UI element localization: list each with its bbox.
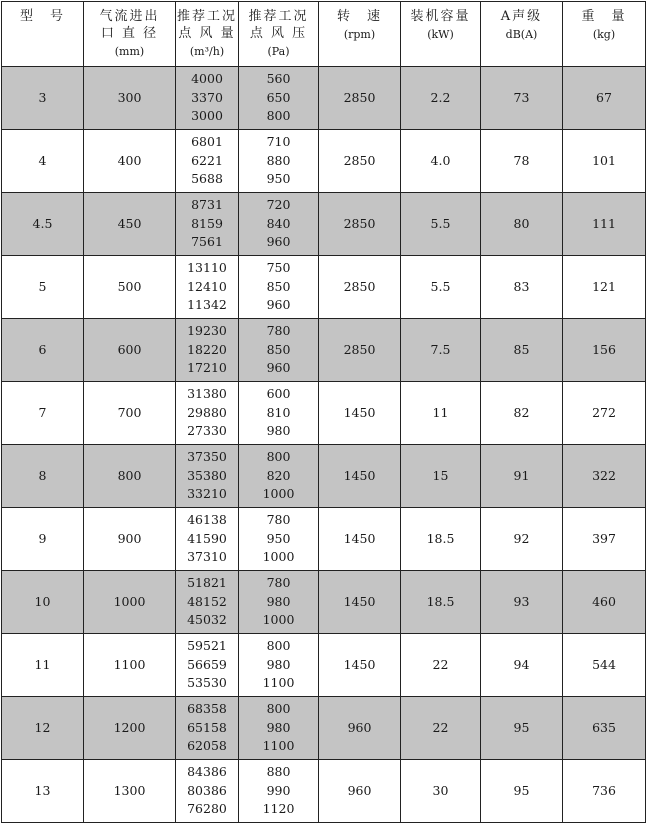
cell-noise: 95 (481, 697, 563, 760)
cell-pressure-value: 1000 (262, 486, 295, 502)
cell-flow (176, 445, 239, 508)
cell-flow-value: 46138 (187, 512, 227, 528)
cell-pressure (239, 382, 319, 445)
cell-pressure (239, 319, 319, 382)
cell-pressure-value: 980 (266, 423, 291, 439)
cell-flow-value: 41590 (187, 530, 227, 546)
cell-speed: 2850 (319, 256, 401, 319)
cell-pressure (239, 571, 319, 634)
cell-pressure-value: 850 (266, 341, 291, 357)
header-power (401, 2, 481, 67)
header-speed (319, 2, 401, 67)
header-noise-line1: A声级 (500, 9, 543, 24)
cell-pressure-value: 800 (266, 638, 291, 654)
cell-speed: 1450 (319, 382, 401, 445)
cell-flow-value: 12410 (187, 278, 227, 294)
header-speed-line1: 转 速 (336, 9, 382, 24)
cell-pressure-value: 1100 (262, 738, 295, 754)
cell-pressure-value: 840 (266, 215, 291, 231)
cell-flow (176, 634, 239, 697)
cell-flow-value: 4000 (191, 71, 223, 87)
cell-pressure-value: 750 (266, 260, 291, 276)
cell-pressure-value: 960 (266, 234, 291, 250)
cell-flow (176, 571, 239, 634)
cell-flow (176, 319, 239, 382)
cell-flow-value: 6221 (191, 152, 223, 168)
header-diameter-line2: 口 直 径 (100, 26, 159, 41)
cell-model: 4 (2, 130, 84, 193)
cell-diameter: 450 (84, 193, 176, 256)
cell-power: 30 (401, 760, 481, 823)
cell-flow-value: 19230 (187, 323, 227, 339)
cell-pressure (239, 445, 319, 508)
cell-speed: 960 (319, 697, 401, 760)
cell-pressure-value: 800 (266, 701, 291, 717)
cell-pressure-value: 800 (266, 449, 291, 465)
header-pressure (239, 2, 319, 67)
cell-speed: 1450 (319, 508, 401, 571)
cell-flow-value: 3000 (191, 108, 223, 124)
cell-flow-value: 33210 (187, 486, 227, 502)
cell-noise: 92 (481, 508, 563, 571)
cell-pressure-value: 880 (266, 152, 291, 168)
cell-flow-value: 48152 (187, 593, 227, 609)
cell-pressure-value: 650 (266, 89, 291, 105)
header-weight (563, 2, 646, 67)
cell-flow (176, 67, 239, 130)
cell-diameter: 300 (84, 67, 176, 130)
cell-pressure-value: 1000 (262, 549, 295, 565)
cell-weight: 736 (563, 760, 646, 823)
cell-pressure-value: 800 (266, 108, 291, 124)
cell-model: 3 (2, 67, 84, 130)
table-header (2, 2, 646, 67)
cell-flow-value: 8731 (191, 197, 223, 213)
cell-power: 4.0 (401, 130, 481, 193)
cell-power: 2.2 (401, 67, 481, 130)
cell-pressure-value: 560 (266, 71, 291, 87)
cell-diameter: 700 (84, 382, 176, 445)
cell-power: 15 (401, 445, 481, 508)
cell-weight: 322 (563, 445, 646, 508)
cell-pressure-value: 780 (266, 575, 291, 591)
cell-pressure-value: 960 (266, 297, 291, 313)
cell-flow-value: 80386 (187, 782, 227, 798)
cell-pressure (239, 256, 319, 319)
cell-pressure (239, 697, 319, 760)
cell-flow-value: 31380 (187, 386, 227, 402)
cell-pressure-value: 1120 (262, 801, 295, 817)
cell-diameter: 400 (84, 130, 176, 193)
cell-noise: 93 (481, 571, 563, 634)
cell-speed: 960 (319, 760, 401, 823)
cell-model: 9 (2, 508, 84, 571)
cell-speed: 2850 (319, 193, 401, 256)
cell-noise: 73 (481, 67, 563, 130)
table-row (2, 571, 646, 634)
table-row (2, 508, 646, 571)
cell-pressure (239, 508, 319, 571)
cell-flow-value: 62058 (187, 738, 227, 754)
cell-flow-value: 53530 (187, 675, 227, 691)
cell-flow-value: 65158 (187, 719, 227, 735)
cell-power: 7.5 (401, 319, 481, 382)
cell-noise: 78 (481, 130, 563, 193)
header-power-line1: 装机容量 (410, 9, 471, 24)
cell-flow-value: 35380 (187, 467, 227, 483)
cell-flow (176, 256, 239, 319)
cell-weight: 111 (563, 193, 646, 256)
table-row (2, 130, 646, 193)
cell-weight: 121 (563, 256, 646, 319)
cell-speed: 2850 (319, 130, 401, 193)
cell-weight: 544 (563, 634, 646, 697)
table-row (2, 193, 646, 256)
cell-speed: 1450 (319, 634, 401, 697)
cell-pressure (239, 193, 319, 256)
table-row (2, 445, 646, 508)
cell-noise: 83 (481, 256, 563, 319)
cell-flow (176, 193, 239, 256)
header-noise (481, 2, 563, 67)
cell-diameter: 600 (84, 319, 176, 382)
cell-power: 5.5 (401, 193, 481, 256)
cell-weight: 156 (563, 319, 646, 382)
cell-flow-value: 37350 (187, 449, 227, 465)
cell-pressure-value: 950 (266, 530, 291, 546)
cell-model: 5 (2, 256, 84, 319)
cell-pressure (239, 634, 319, 697)
header-power-unit: (kW) (427, 28, 454, 41)
cell-noise: 80 (481, 193, 563, 256)
header-noise-unit: dB(A) (505, 28, 538, 41)
cell-pressure-value: 980 (266, 656, 291, 672)
cell-model: 13 (2, 760, 84, 823)
cell-speed: 1450 (319, 445, 401, 508)
table-row (2, 382, 646, 445)
cell-weight: 397 (563, 508, 646, 571)
cell-noise: 85 (481, 319, 563, 382)
cell-pressure-value: 880 (266, 764, 291, 780)
cell-weight: 67 (563, 67, 646, 130)
header-diameter-line1: 气流进出 (99, 9, 160, 24)
cell-power: 18.5 (401, 571, 481, 634)
cell-speed: 2850 (319, 67, 401, 130)
cell-flow-value: 3370 (191, 89, 223, 105)
cell-pressure (239, 67, 319, 130)
table-row (2, 67, 646, 130)
cell-pressure-value: 850 (266, 278, 291, 294)
cell-flow-value: 6801 (191, 134, 223, 150)
cell-model: 8 (2, 445, 84, 508)
table-row (2, 256, 646, 319)
cell-diameter: 1300 (84, 760, 176, 823)
cell-flow-value: 68358 (187, 701, 227, 717)
header-pressure-line2: 点 风 压 (249, 26, 308, 41)
cell-pressure-value: 820 (266, 467, 291, 483)
cell-flow-value: 11342 (187, 297, 227, 313)
cell-pressure-value: 1100 (262, 675, 295, 691)
cell-flow-value: 29880 (187, 404, 227, 420)
cell-flow-value: 7561 (191, 234, 223, 250)
cell-flow-value: 13110 (187, 260, 227, 276)
cell-noise: 95 (481, 760, 563, 823)
cell-diameter: 500 (84, 256, 176, 319)
cell-flow-value: 84386 (187, 764, 227, 780)
cell-diameter: 1200 (84, 697, 176, 760)
cell-flow (176, 382, 239, 445)
header-weight-unit: (kg) (592, 28, 616, 41)
header-weight-line1: 重 量 (581, 9, 627, 24)
cell-flow-value: 17210 (187, 360, 227, 376)
cell-weight: 272 (563, 382, 646, 445)
cell-model: 12 (2, 697, 84, 760)
cell-model: 11 (2, 634, 84, 697)
cell-flow-value: 56659 (187, 656, 227, 672)
cell-pressure-value: 980 (266, 593, 291, 609)
cell-flow-value: 27330 (187, 423, 227, 439)
cell-pressure-value: 950 (266, 171, 291, 187)
cell-pressure-value: 600 (266, 386, 291, 402)
cell-weight: 460 (563, 571, 646, 634)
header-model (2, 2, 84, 67)
cell-pressure (239, 130, 319, 193)
cell-pressure-value: 780 (266, 512, 291, 528)
cell-pressure-value: 710 (266, 134, 291, 150)
cell-model: 7 (2, 382, 84, 445)
cell-pressure (239, 760, 319, 823)
cell-pressure-value: 990 (266, 782, 291, 798)
cell-speed: 2850 (319, 319, 401, 382)
header-model-line1: 型 号 (19, 9, 65, 24)
cell-noise: 82 (481, 382, 563, 445)
cell-pressure-value: 780 (266, 323, 291, 339)
cell-flow (176, 760, 239, 823)
cell-flow-value: 18220 (187, 341, 227, 357)
cell-weight: 635 (563, 697, 646, 760)
cell-power: 22 (401, 697, 481, 760)
header-pressure-line1: 推荐工况 (248, 9, 309, 24)
header-diameter (84, 2, 176, 67)
cell-flow (176, 697, 239, 760)
header-flow-line2: 点 风 量 (178, 26, 236, 41)
cell-diameter: 1100 (84, 634, 176, 697)
cell-power: 5.5 (401, 256, 481, 319)
cell-pressure-value: 720 (266, 197, 291, 213)
cell-diameter: 1000 (84, 571, 176, 634)
cell-diameter: 900 (84, 508, 176, 571)
table-body (2, 67, 646, 823)
cell-model: 6 (2, 319, 84, 382)
cell-flow-value: 37310 (187, 549, 227, 565)
cell-flow (176, 508, 239, 571)
header-flow (176, 2, 239, 67)
fan-spec-table (1, 1, 646, 823)
table-row (2, 697, 646, 760)
cell-model: 4.5 (2, 193, 84, 256)
cell-power: 11 (401, 382, 481, 445)
cell-flow-value: 8159 (191, 215, 223, 231)
cell-flow-value: 5688 (191, 171, 223, 187)
cell-pressure-value: 1000 (262, 612, 295, 628)
cell-model: 10 (2, 571, 84, 634)
cell-noise: 94 (481, 634, 563, 697)
header-row (2, 2, 646, 67)
cell-flow (176, 130, 239, 193)
table-row (2, 634, 646, 697)
cell-flow-value: 59521 (187, 638, 227, 654)
header-speed-unit: (rpm) (343, 28, 376, 41)
header-diameter-unit: (mm) (114, 45, 145, 58)
table-row (2, 760, 646, 823)
cell-pressure-value: 980 (266, 719, 291, 735)
cell-flow-value: 76280 (187, 801, 227, 817)
cell-flow-value: 51821 (187, 575, 227, 591)
cell-speed: 1450 (319, 571, 401, 634)
cell-power: 18.5 (401, 508, 481, 571)
header-flow-unit: (m³/h) (189, 45, 225, 58)
header-pressure-unit: (Pa) (267, 45, 290, 58)
cell-diameter: 800 (84, 445, 176, 508)
table-row (2, 319, 646, 382)
cell-flow-value: 45032 (187, 612, 227, 628)
cell-pressure-value: 960 (266, 360, 291, 376)
cell-noise: 91 (481, 445, 563, 508)
cell-pressure-value: 810 (266, 404, 291, 420)
header-flow-line1: 推荐工况 (176, 9, 237, 24)
cell-power: 22 (401, 634, 481, 697)
cell-weight: 101 (563, 130, 646, 193)
